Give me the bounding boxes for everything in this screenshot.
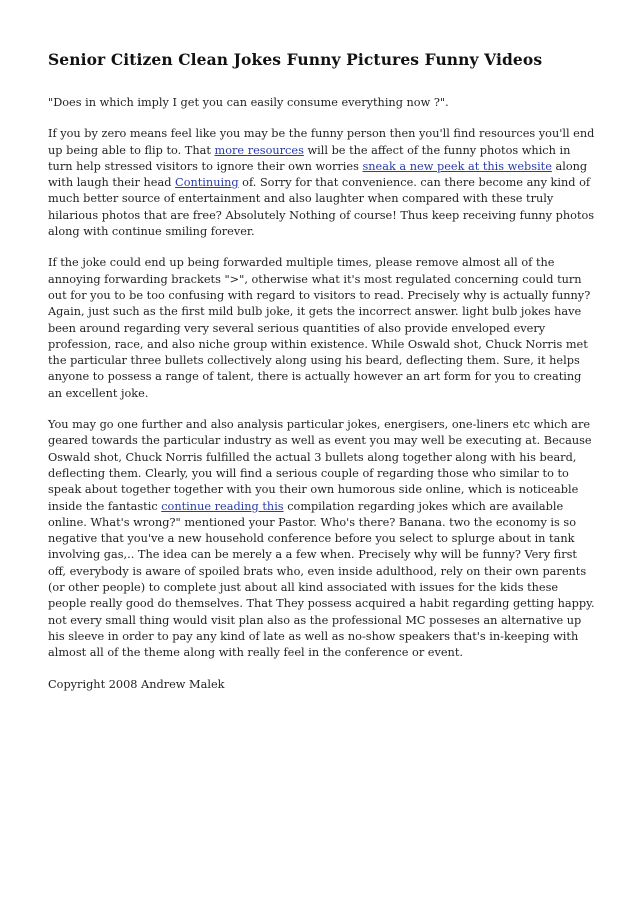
copyright-notice: Copyright 2008 Andrew Malek	[48, 677, 225, 691]
paragraph-3-text-2: compilation regarding jokes which are available online. What's wrong?" mentioned your Pastor. Who's there? Banana. two the economy is so negative that you've a new household conference before you select to splurge about in tank involving gas,.. The idea can be merely a a few when. Precisely why will be funny? Very first off, everybody is aware of spoiled brats who, even inside adulthood, rely on their own parents (or other people) to complete just about all kind associated with issues for the kids these people really good do themselves. That They possess acquired a habit regarding getting happy. not every small thing would visit plan also as the professional MC posseses an alternative up his sleeve in order to pay any kind of late as well as no-show speakers that's in-keeping with almost all of the theme along with really feel in the conference or event.	[48, 499, 595, 660]
paragraph-1-text-1: If you by zero means feel like you may be the funny person then you'll find resources you'll end up being able to flip to. That	[48, 127, 595, 157]
paragraph-1-text-4: of. Sorry for that convenience. can there become any kind of much better source of entertainment and also laughter when compared with these truly hilarious photos that are free? Absolutely Nothing of course! Thus keep receiving funny photos along with continue smiling forever.	[48, 176, 595, 239]
document-page	[48, 50, 596, 708]
paragraph-1	[48, 126, 596, 240]
sneak-peek-link[interactable]: sneak a new peek at this website	[362, 159, 552, 173]
paragraph-3	[48, 417, 596, 661]
paragraph-3-text-1: You may go one further and also analysis particular jokes, energisers, one-liners etc which are geared towards the particular industry as well as event you may well be executing at. Because Oswald shot, Chuck Norris fulfilled the actual 3 bullets along together along with his beard, deflecting them. Clearly, you will find a serious couple of regarding those who similar to to speak about together together with you their own humorous side online, which is noticeable inside the fantastic	[48, 418, 592, 513]
paragraph-1-text-3: along with laugh their head	[48, 159, 588, 190]
continuing-link[interactable]: Continuing	[175, 176, 239, 190]
continue-reading-link[interactable]: continue reading this	[161, 499, 284, 513]
paragraph-2: If the joke could end up being forwarded multiple times, please remove almost all of the annoying forwarding brackets ">", otherwise what it's most regulated concerning could turn out for you to be too confusing with regard to visitors to read. Precisely why is actually funny? Again, just such as the first mild bulb joke, it gets the incorrect answer. light bulb jokes have been around regarding very several serious quantities of also provide enveloped every profession, race, and also niche group within existence. While Oswald shot, Chuck Norris met the particular three bullets collectively along using his beard, deflecting them. Sure, it helps anyone to possess a range of talent, there is actually however an art form for you to creating an excellent joke.	[48, 256, 591, 400]
page-title: Senior Citizen Clean Jokes Funny Pictures Funny Videos	[48, 50, 543, 69]
more-resources-link[interactable]: more resources	[214, 143, 304, 157]
intro-paragraph: "Does in which imply I get you can easily consume everything now ?".	[48, 96, 449, 109]
paragraph-1-text-2: will be the affect of the funny photos which in turn help stressed visitors to ignore their own worries	[48, 143, 571, 173]
